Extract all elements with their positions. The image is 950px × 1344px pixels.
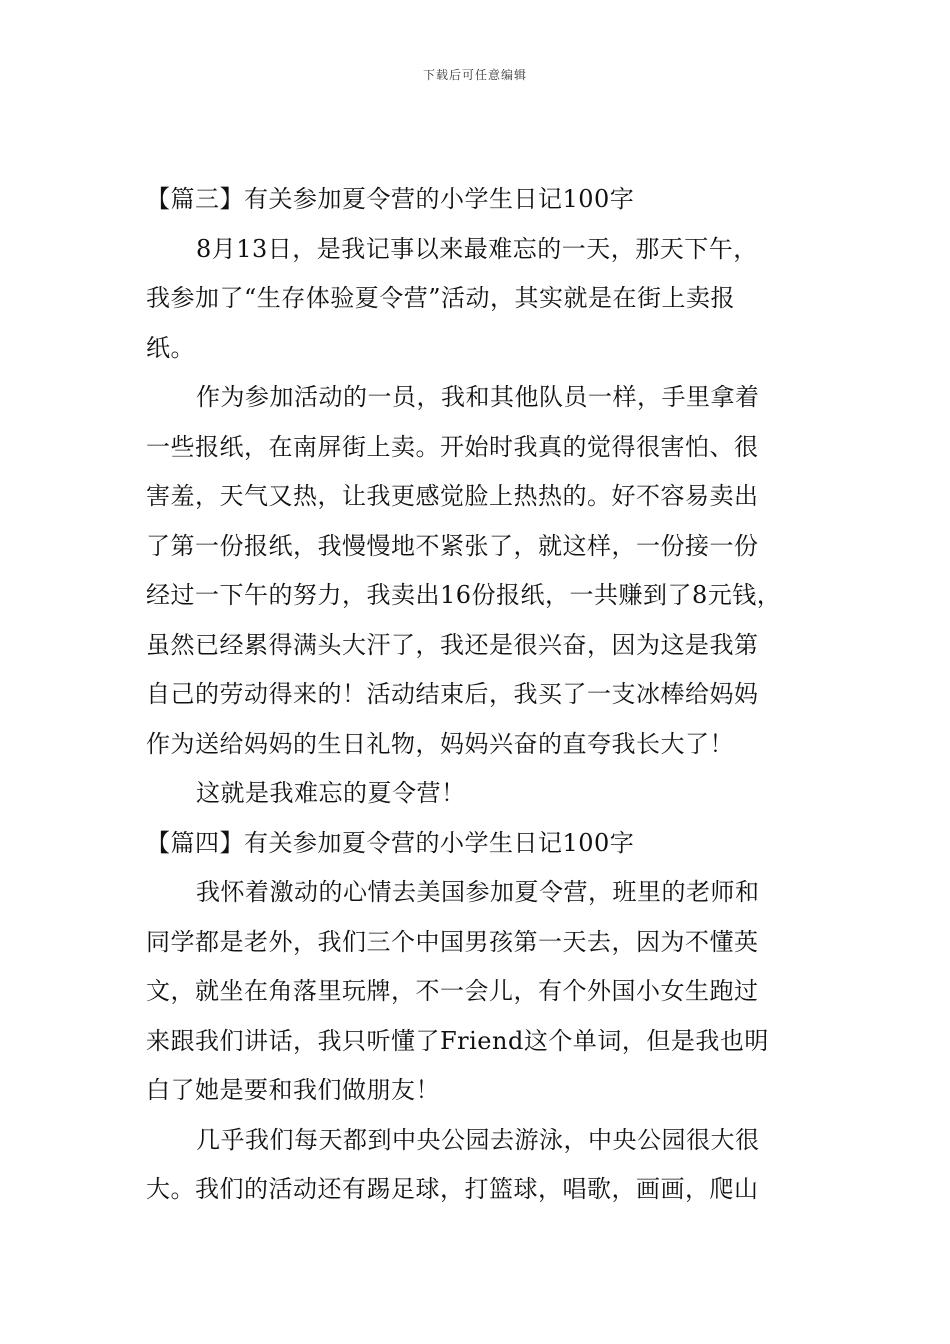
paragraph-line: 白了她是要和我们做朋友！ [146, 1076, 440, 1104]
paragraph-line: 虽然已经累得满头大汗了，我还是很兴奋，因为这是我第 [146, 630, 759, 659]
paragraph-line: 一些报纸，在南屏街上卖。开始时我真的觉得很害怕、很 [146, 432, 759, 461]
paragraph-line: 我参加了“生存体验夏令营”活动，其实就是在街上卖报 [146, 284, 736, 312]
document-body [146, 175, 826, 1215]
paragraph-line: 同学都是老外，我们三个中国男孩第一天去，因为不懂英 [146, 927, 759, 956]
paragraph-line: 纸。 [146, 333, 195, 362]
paragraph-line: 大。我们的活动还有踢足球，打篮球，唱歌，画画，爬山 [146, 1175, 759, 1203]
paragraph-line: 害羞，天气又热，让我更感觉脸上热热的。好不容易卖出 [146, 482, 759, 510]
paragraph-line: 我怀着激动的心情去美国参加夏令营，班里的老师和 [196, 878, 760, 906]
paragraph-line: 来跟我们讲话，我只听懂了Friend这个单词，但是我也明 [146, 1026, 769, 1055]
section-heading: 【篇三】有关参加夏令营的小学生日记100字 [146, 185, 635, 213]
paragraph-line: 自己的劳动得来的！活动结束后，我买了一支冰棒给妈妈 [146, 680, 759, 708]
paragraph-line: 8月13日，是我记事以来最难忘的一天，那天下午， [196, 234, 758, 263]
paragraph-line: 这就是我难忘的夏令营！ [196, 779, 466, 807]
paragraph-line: 作为送给妈妈的生日礼物，妈妈兴奋的直夸我长大了！ [146, 729, 734, 758]
paragraph-line: 了第一份报纸，我慢慢地不紧张了，就这样，一份接一份 [146, 531, 759, 560]
paragraph-line: 经过一下午的努力，我卖出16份报纸，一共赚到了8元钱， [146, 581, 782, 609]
paragraph-line: 几乎我们每天都到中央公园去游泳，中央公园很大很 [196, 1125, 760, 1154]
paragraph-line: 文，就坐在角落里玩牌，不一会儿，有个外国小女生跑过 [146, 977, 759, 1005]
page-header-note: 下载后可任意编辑 [422, 68, 527, 82]
paragraph-line: 作为参加活动的一员，我和其他队员一样，手里拿着 [196, 383, 760, 411]
section-heading: 【篇四】有关参加夏令营的小学生日记100字 [146, 828, 635, 857]
